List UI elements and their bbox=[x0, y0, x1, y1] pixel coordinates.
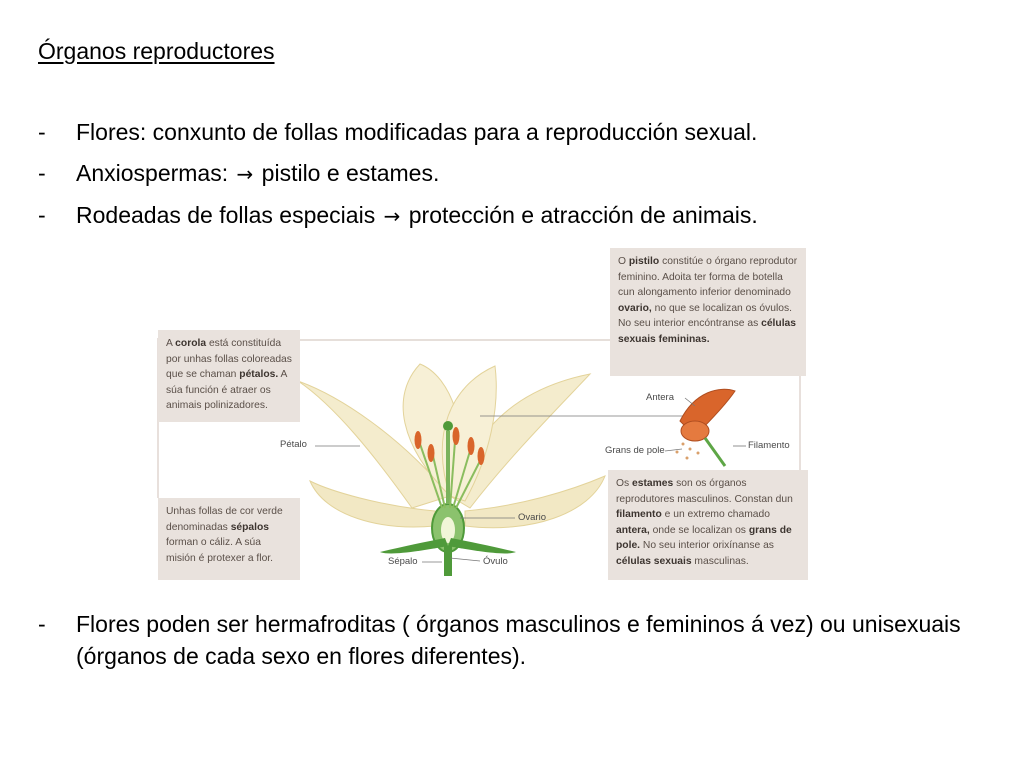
arrow-icon: → bbox=[383, 204, 401, 228]
box-bold: grans de pole. bbox=[616, 524, 792, 551]
bullet-dash: - bbox=[38, 611, 46, 637]
page-title: Órganos reproductores bbox=[38, 38, 275, 64]
box-text: está constituída por unhas follas coloreadas que se chaman bbox=[166, 338, 292, 380]
box-bold: células sexuais femininas. bbox=[618, 318, 797, 345]
box-text: A bbox=[166, 338, 176, 349]
box-bold: ovario, bbox=[618, 302, 652, 314]
box-text: no que se localizan os óvulos. No seu interior encóntranse as bbox=[618, 302, 793, 329]
box-text: e un extremo chamado bbox=[661, 509, 770, 520]
box-bold: células sexuais bbox=[616, 555, 692, 567]
bullet-dash: - bbox=[38, 160, 46, 186]
box-text: Unhas follas de cor verde denominadas bbox=[166, 506, 283, 533]
label-grans-de-pole: Grans de pole bbox=[605, 445, 665, 456]
sepalos-info-box bbox=[158, 498, 300, 580]
pistilo-info-box bbox=[610, 248, 806, 376]
box-bold: corola bbox=[175, 338, 207, 349]
box-bold: filamento bbox=[616, 509, 662, 520]
box-bold: pétalos. bbox=[239, 369, 279, 380]
bullet-text: Flores: conxunto de follas modificadas para a reproducción sexual. bbox=[76, 119, 758, 145]
label-ovario: Ovario bbox=[518, 512, 546, 523]
label-antera: Antera bbox=[646, 392, 674, 403]
bullet-item bbox=[38, 201, 998, 230]
box-bold: antera, bbox=[616, 524, 650, 536]
stamen-detail bbox=[665, 389, 746, 466]
label-filamento: Filamento bbox=[748, 440, 790, 451]
box-text: forman o cáliz. A súa misión é protexer a flor. bbox=[166, 537, 274, 564]
bullet-text-post: pistilo e estames. bbox=[261, 160, 440, 186]
bullet-item bbox=[38, 118, 998, 146]
bullet-text-pre: Rodeadas de follas especiais bbox=[76, 202, 376, 228]
corola-info-box bbox=[158, 330, 300, 422]
bullet-item bbox=[38, 608, 998, 672]
arrow-icon: → bbox=[236, 162, 254, 186]
box-bold: estames bbox=[632, 478, 674, 489]
bullet-list bbox=[38, 118, 998, 243]
label-petalo: Pétalo bbox=[280, 439, 307, 450]
box-text: No seu interior orixínanse as bbox=[640, 540, 774, 551]
box-bold: pistilo bbox=[628, 256, 660, 267]
label-sepalo: Sépalo bbox=[388, 556, 418, 567]
bullet-text-pre: Anxiospermas: bbox=[76, 160, 229, 186]
bottom-bullet-list bbox=[38, 608, 998, 672]
box-text: masculinas. bbox=[691, 555, 749, 567]
bullet-text: Flores poden ser hermafroditas ( órganos masculinos e femininos á vez) ou unisexuais (órganos de cada sexo en flores diferentes). bbox=[76, 611, 961, 669]
label-ovulo: Óvulo bbox=[483, 556, 508, 567]
box-text: O bbox=[618, 256, 629, 267]
estames-info-box bbox=[608, 470, 808, 580]
box-text: Os bbox=[616, 478, 633, 489]
box-bold: sépalos bbox=[230, 521, 270, 533]
box-text: son os órganos reprodutores masculinos. Constan dun bbox=[616, 478, 793, 505]
bullet-dash: - bbox=[38, 119, 46, 145]
bullet-text-post: protección e atracción de animais. bbox=[408, 202, 758, 228]
bullet-item bbox=[38, 159, 998, 188]
box-text: constitúe o órgano reprodutor feminino. Adoita ter forma de botella cun alongamento inferior denominado bbox=[618, 256, 798, 298]
flower-diagram bbox=[150, 246, 810, 582]
bullet-dash: - bbox=[38, 202, 46, 228]
box-text: onde se localizan os bbox=[649, 524, 749, 536]
box-text: A súa función é atraer os animais polinizadores. bbox=[166, 369, 287, 411]
